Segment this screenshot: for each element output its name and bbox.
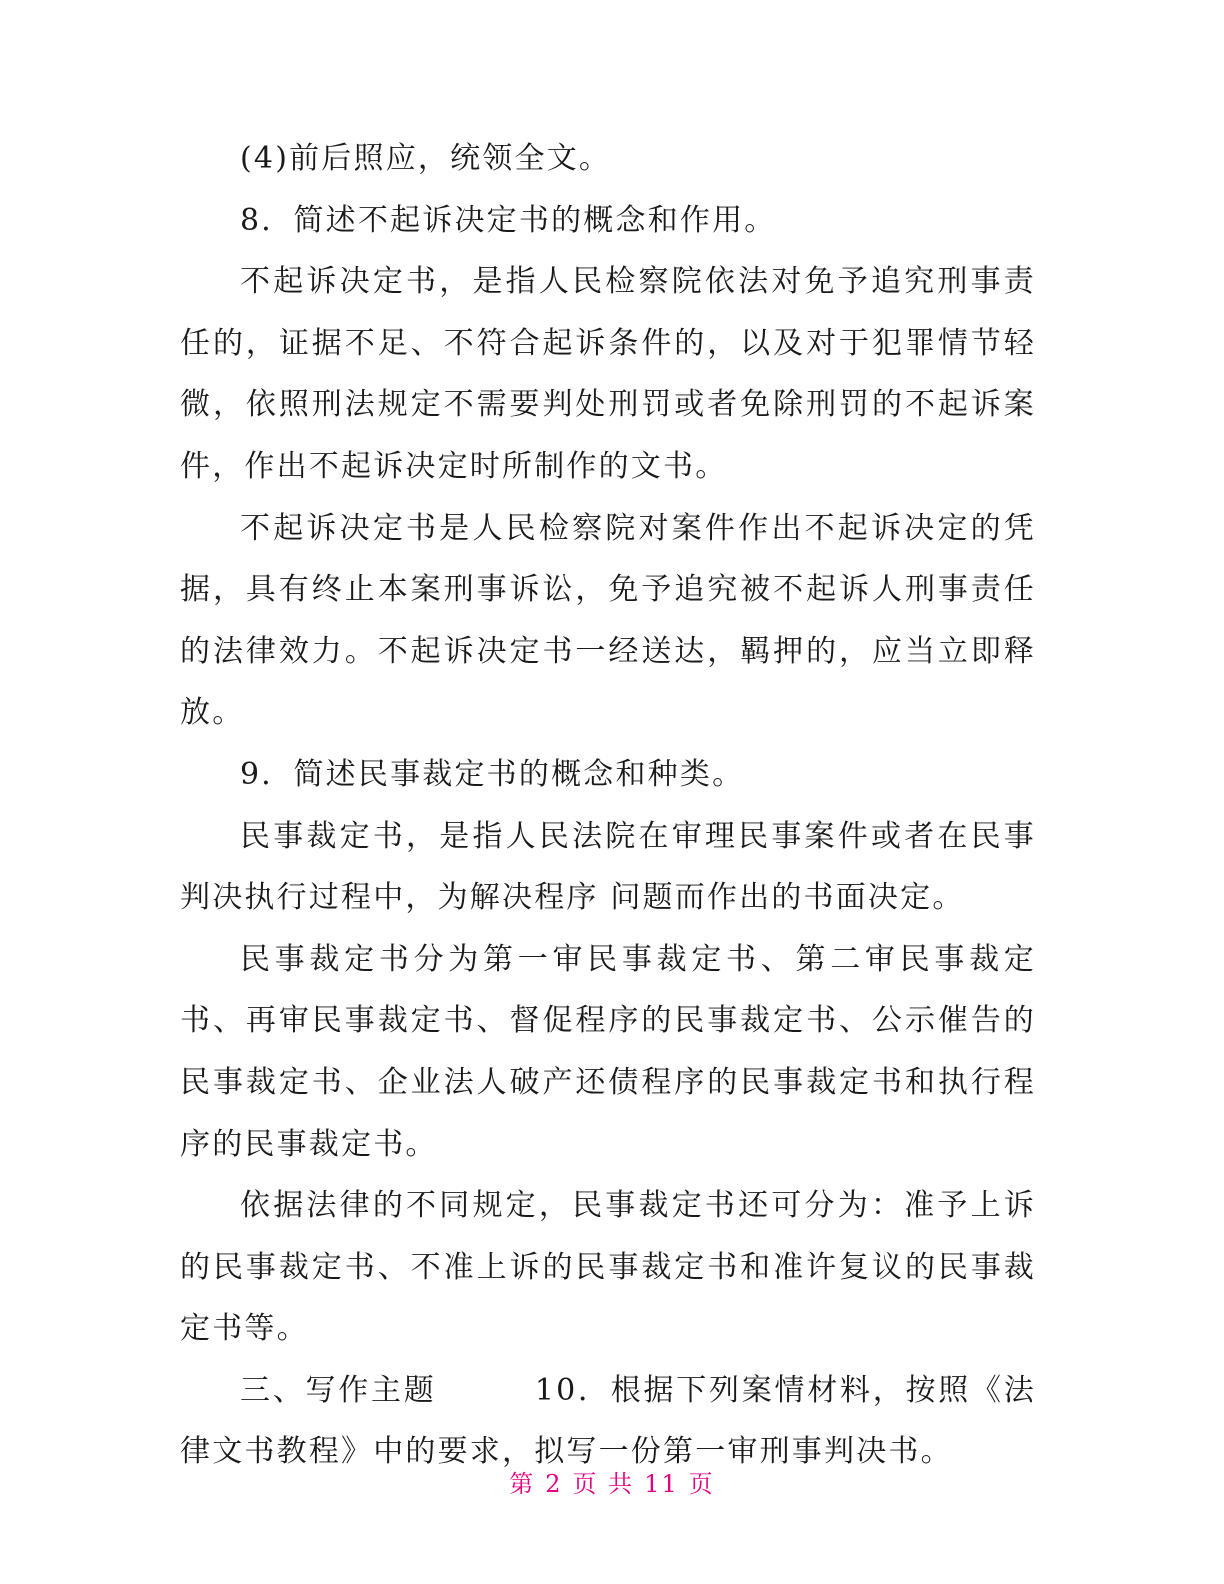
paragraph-function-non-prosecution: 不起诉决定书是人民检察院对案件作出不起诉决定的凭据，具有终止本案刑事诉讼，免予追究被不起诉人刑事责任的法律效力。不起诉决定书一经送达，羁押的，应当立即释放。 [180,510,1036,731]
document-body [180,128,1036,1483]
footer-suffix: 页 [688,1470,715,1498]
paragraph-types-civil-ruling: 民事裁定书分为第一审民事裁定书、第二审民事裁定书、再审民事裁定书、督促程序的民事裁定书、公示催告的民事裁定书、企业法人破产还债程序的民事裁定书和执行程序的民事裁定书。 [180,941,1036,1162]
paragraph-definition-civil-ruling: 民事裁定书，是指人民法院在审理民事案件或者在民事判决执行过程中，为解决程序 问题而作出的书面决定。 [180,818,1036,916]
page-footer [0,1464,1224,1499]
question-9-heading: 9．简述民事裁定书的概念和种类。 [240,756,745,792]
paragraph-legal-types-civil-ruling: 依据法律的不同规定，民事裁定书还可分为：准予上诉的民事裁定书、不准上诉的民事裁定书和准许复议的民事裁定书等。 [180,1188,1036,1347]
footer-prefix: 第 [509,1470,536,1498]
footer-middle: 页 共 [572,1470,635,1498]
footer-total-pages: 11 [644,1470,679,1498]
question-8-heading: 8．简述不起诉决定书的概念和作用。 [240,202,777,238]
section-writing-topic: 三、写作主题 10．根据下列案情材料，按照《法律文书教程》中的要求，拟写一份第一审刑事判决书。 [180,1372,1036,1470]
footer-current-page: 2 [545,1470,563,1498]
paragraph-definition-non-prosecution: 不起诉决定书，是指人民检察院依法对免予追究刑事责任的，证据不足、不符合起诉条件的，以及对于犯罪情节轻微，依照刑法规定不需要判处刑罚或者免除刑罚的不起诉案件，作出不起诉决定时所制作的文书。 [180,264,1036,484]
paragraph-point-4: (4)前后照应，统领全文。 [240,141,612,176]
